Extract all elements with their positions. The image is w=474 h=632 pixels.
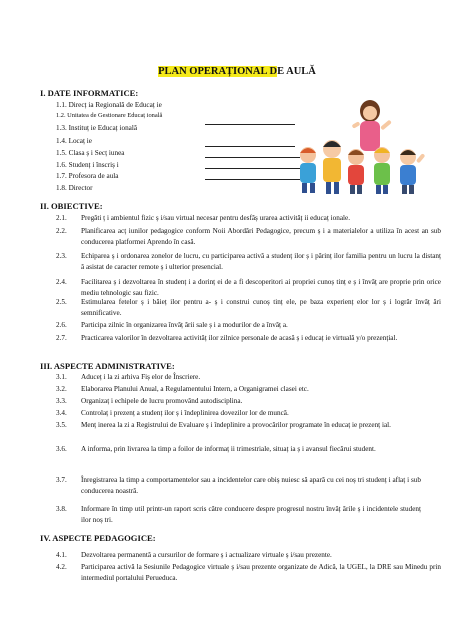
objective-text: Participa zilnic în organizarea învăț ării sale ș i a modurilor de a învăț a.	[81, 321, 288, 329]
section-heading-obiective: II. OBIECTIVE:	[40, 201, 103, 211]
objective-text: Echiparea ș i ordonarea zonelor de lucru, cu participarea activă a studenț ilor ș i părinț ilor familia pentru un lucru la distanț ă asistat de caracter remote ș i ulterior presencial.	[81, 252, 441, 271]
section-heading-date-informatice: I. DATE INFORMATICE:	[40, 88, 139, 98]
info-item: 1.6. Studenț i înscriș i	[56, 161, 119, 169]
admin-text: Aduceț i la zi arhiva Fiș elor de Înscriere.	[81, 373, 201, 381]
item-number: 3.7.	[56, 476, 67, 484]
admin-text: Informare în timp util printr-un raport scris către conducere despre progresul nostru învăț ările ș i incidentele studenț ilor noș tri.	[81, 505, 421, 524]
admin-text: Elaborarea Planului Anual, a Regulamentului Intern, a Organigramei clasei etc.	[81, 385, 309, 393]
title-rest: E AULĂ	[277, 66, 316, 77]
item-number: 2.5.	[56, 298, 67, 306]
admin-text: Menț inerea la zi a Registrului de Evaluare ș i îndeplinire a provocărilor programate în educaț ie prezenț ial.	[81, 421, 391, 429]
item-number: 3.3.	[56, 397, 67, 405]
item-number: 3.2.	[56, 385, 67, 393]
fill-line	[205, 124, 295, 125]
item-number: 3.6.	[56, 445, 67, 453]
fill-line	[205, 168, 300, 169]
info-item: 1.1. Direcț ia Regională de Educaț ie	[56, 101, 162, 109]
objective-text: Practicarea valorilor în dezvoltarea activităț ilor zilnice personale de acasă ș i educaț ie virtuală y/o prezențial.	[81, 334, 398, 342]
admin-text: Controlaț i prezenț a studenț ilor ș i îndeplinirea dovezilor lor de muncă.	[81, 409, 289, 417]
item-number: 2.3.	[56, 252, 67, 260]
item-number: 4.2.	[56, 563, 67, 571]
item-number: 2.1.	[56, 214, 67, 222]
fill-line	[205, 157, 300, 158]
item-number: 3.8.	[56, 505, 67, 513]
info-item: 1.8. Director	[56, 184, 93, 192]
pedagogic-text: Participarea activă la Sesiunile Pedagogice virtuale ș i/sau prezente organizate de Adică, la UGEL, la DRE sau Minedu prin intermediul portalului Perueduca.	[81, 563, 441, 582]
objective-text: Estimularea fetelor ș i băieț ilor pentru a- ș i construi cunoș tinț ele, pe baza experienț elor lor ș i logrăr învăț ări semnificative.	[81, 298, 441, 317]
objective-text: Planificarea acț iunilor pedagogice conform Noii Abordări Pedagogice, precum ș i a materialelor a utiliza în acest an sub conducerea platformei Aprendo în casă.	[81, 227, 441, 246]
admin-text: Organizaț i echipele de lucru promovând autodisciplina.	[81, 397, 243, 405]
admin-text: A informa, prin livrarea la timp a foilor de informaț ii trimestriale, situaț ia ș i avansul fiecărui student.	[81, 445, 376, 453]
title-highlight: PLAN OPERAȚIONAL D	[158, 66, 278, 77]
item-number: 3.1.	[56, 373, 67, 381]
info-item: 1.7. Profesora de aula	[56, 172, 119, 180]
fill-line	[205, 179, 300, 180]
objective-text: Facilitarea ș i dezvoltarea în studenț i a dorinț ei de a fi descoperitori ai propriei cunoș tinț e ș i învăț are proprie prin orice mediu tehnologic sau fizic.	[81, 278, 441, 297]
item-number: 2.7.	[56, 334, 67, 342]
teacher-children-illustration	[290, 97, 428, 197]
objective-text: Pregăti ț i ambientul fizic ș i/sau virtual necesar pentru desfăș urarea activităț ii educaț ionale.	[81, 214, 351, 222]
item-number: 3.5.	[56, 421, 67, 429]
item-number: 4.1.	[56, 551, 67, 559]
pedagogic-text: Dezvoltarea permanentă a cursurilor de formare ș i actualizare virtuale ș i/sau prezente.	[81, 551, 332, 559]
info-item: 1.5. Clasa ș i Secț iunea	[56, 149, 125, 157]
item-number: 2.2.	[56, 227, 67, 235]
fill-line	[205, 146, 295, 147]
info-item: 1.4. Locaț ie	[56, 137, 92, 145]
info-item: 1.3. Instituț ie Educaț ională	[56, 124, 138, 132]
item-number: 3.4.	[56, 409, 67, 417]
item-number: 2.6.	[56, 321, 67, 329]
item-number: 2.4.	[56, 278, 67, 286]
section-heading-aspecte-administrative: III. ASPECTE ADMINISTRATIVE:	[40, 361, 175, 371]
document-title	[0, 66, 474, 77]
admin-text: Înregistrarea la timp a comportamentelor sau a incidentelor care obiș nuiesc să apară cu cei noș tri studenț i aflaț i sub conducerea noastră.	[81, 476, 421, 495]
info-item: 1.2. Unitatea de Gestionare Educaț ională	[56, 112, 163, 119]
section-heading-aspecte-pedagogice: IV. ASPECTE PEDAGOGICE:	[40, 533, 156, 543]
